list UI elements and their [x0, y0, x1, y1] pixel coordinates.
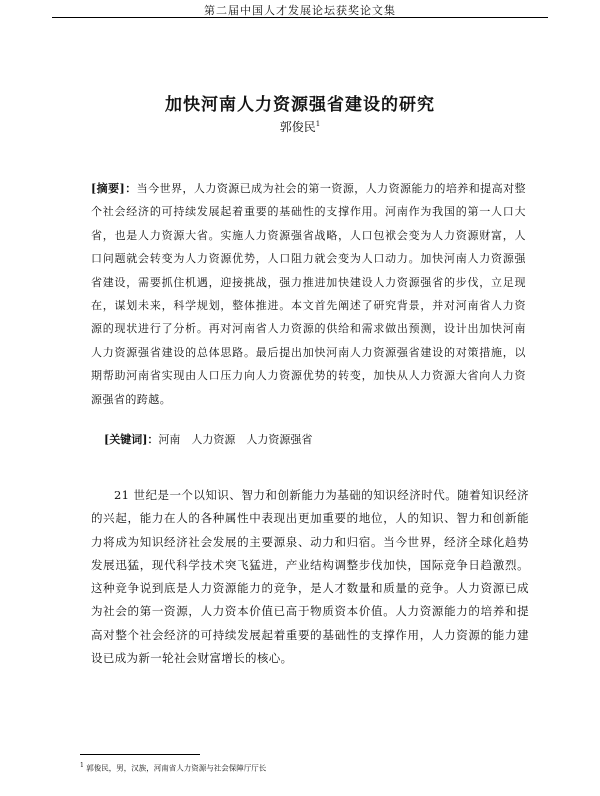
footnote-divider: [80, 754, 200, 755]
author-name: 郭俊民: [279, 120, 316, 134]
footnote-mark: 1: [80, 762, 84, 769]
abstract: [91, 177, 526, 411]
footnote: [80, 762, 266, 774]
body-paragraph: 21 世纪是一个以知识、智力和创新能力为基础的知识经济时代。随着知识经济的兴起，能力在人的各种属性中表现出更加重要的地位，人的知识、智力和创新能力将成为知识经济社会发展的主要源泉、动力和归宿。当今世界，经济全球化趋势发展迅猛，现代科学技术突飞猛进，产业结构调整步伐加快，国际竞争日趋激烈。这种竞争说到底是人力资源能力的竞争，是人才数量和质量的竞争。人力资源已成为社会的第一资源，人力资本价值已高于物质资本价值。人力资源能力的培养和提高对整个社会经济的可持续发展起着重要的基础性的支撑作用，人力资源的能力建设已成为新一轮社会财富增长的核心。: [91, 488, 529, 666]
keywords: [104, 431, 312, 447]
keywords-label: [关键词]：: [104, 433, 159, 446]
keywords-text: 河南 人力资源 人力资源强省: [158, 433, 313, 446]
footnote-text: 郭俊民，男，汉族，河南省人力资源与社会保障厅厅长: [86, 763, 267, 773]
abstract-text: 当今世界，人力资源已成为社会的第一资源，人力资源能力的培养和提高对整个社会经济的可持续发展起着重要的基础性的支撑作用。河南作为我国的第一人口大省，也是人力资源大省。实施人力资源强省战略，人口包袱会变为人力资源财富，人口问题就会转变为人力资源优势，人口阻力就会变为人口动力。加快河南人力资源强省建设，需要抓住机遇，迎接挑战，强力推进加快建设人力资源强省的步伐，立足现在，谋划未来，科学规划，整体推进。本文首先阐述了研究背景，并对河南省人力资源的现状进行了分析。再对河南省人力资源的供给和需求做出预测，设计出加快河南人力资源强省建设的总体思路。最后提出加快河南人力资源强省建设的对策措施，以期帮助河南省实现由人口压力向人力资源优势的转变，加快从人力资源大省向人力资源强省的跨越。: [91, 182, 526, 406]
author-footnote-mark: 1: [315, 120, 321, 128]
abstract-label: [摘要]：: [91, 182, 137, 195]
running-header: 第二届中国人才发展论坛获奖论文集: [52, 2, 548, 18]
paper-title: 加快河南人力资源强省建设的研究: [165, 95, 435, 115]
author-line: [0, 118, 600, 135]
